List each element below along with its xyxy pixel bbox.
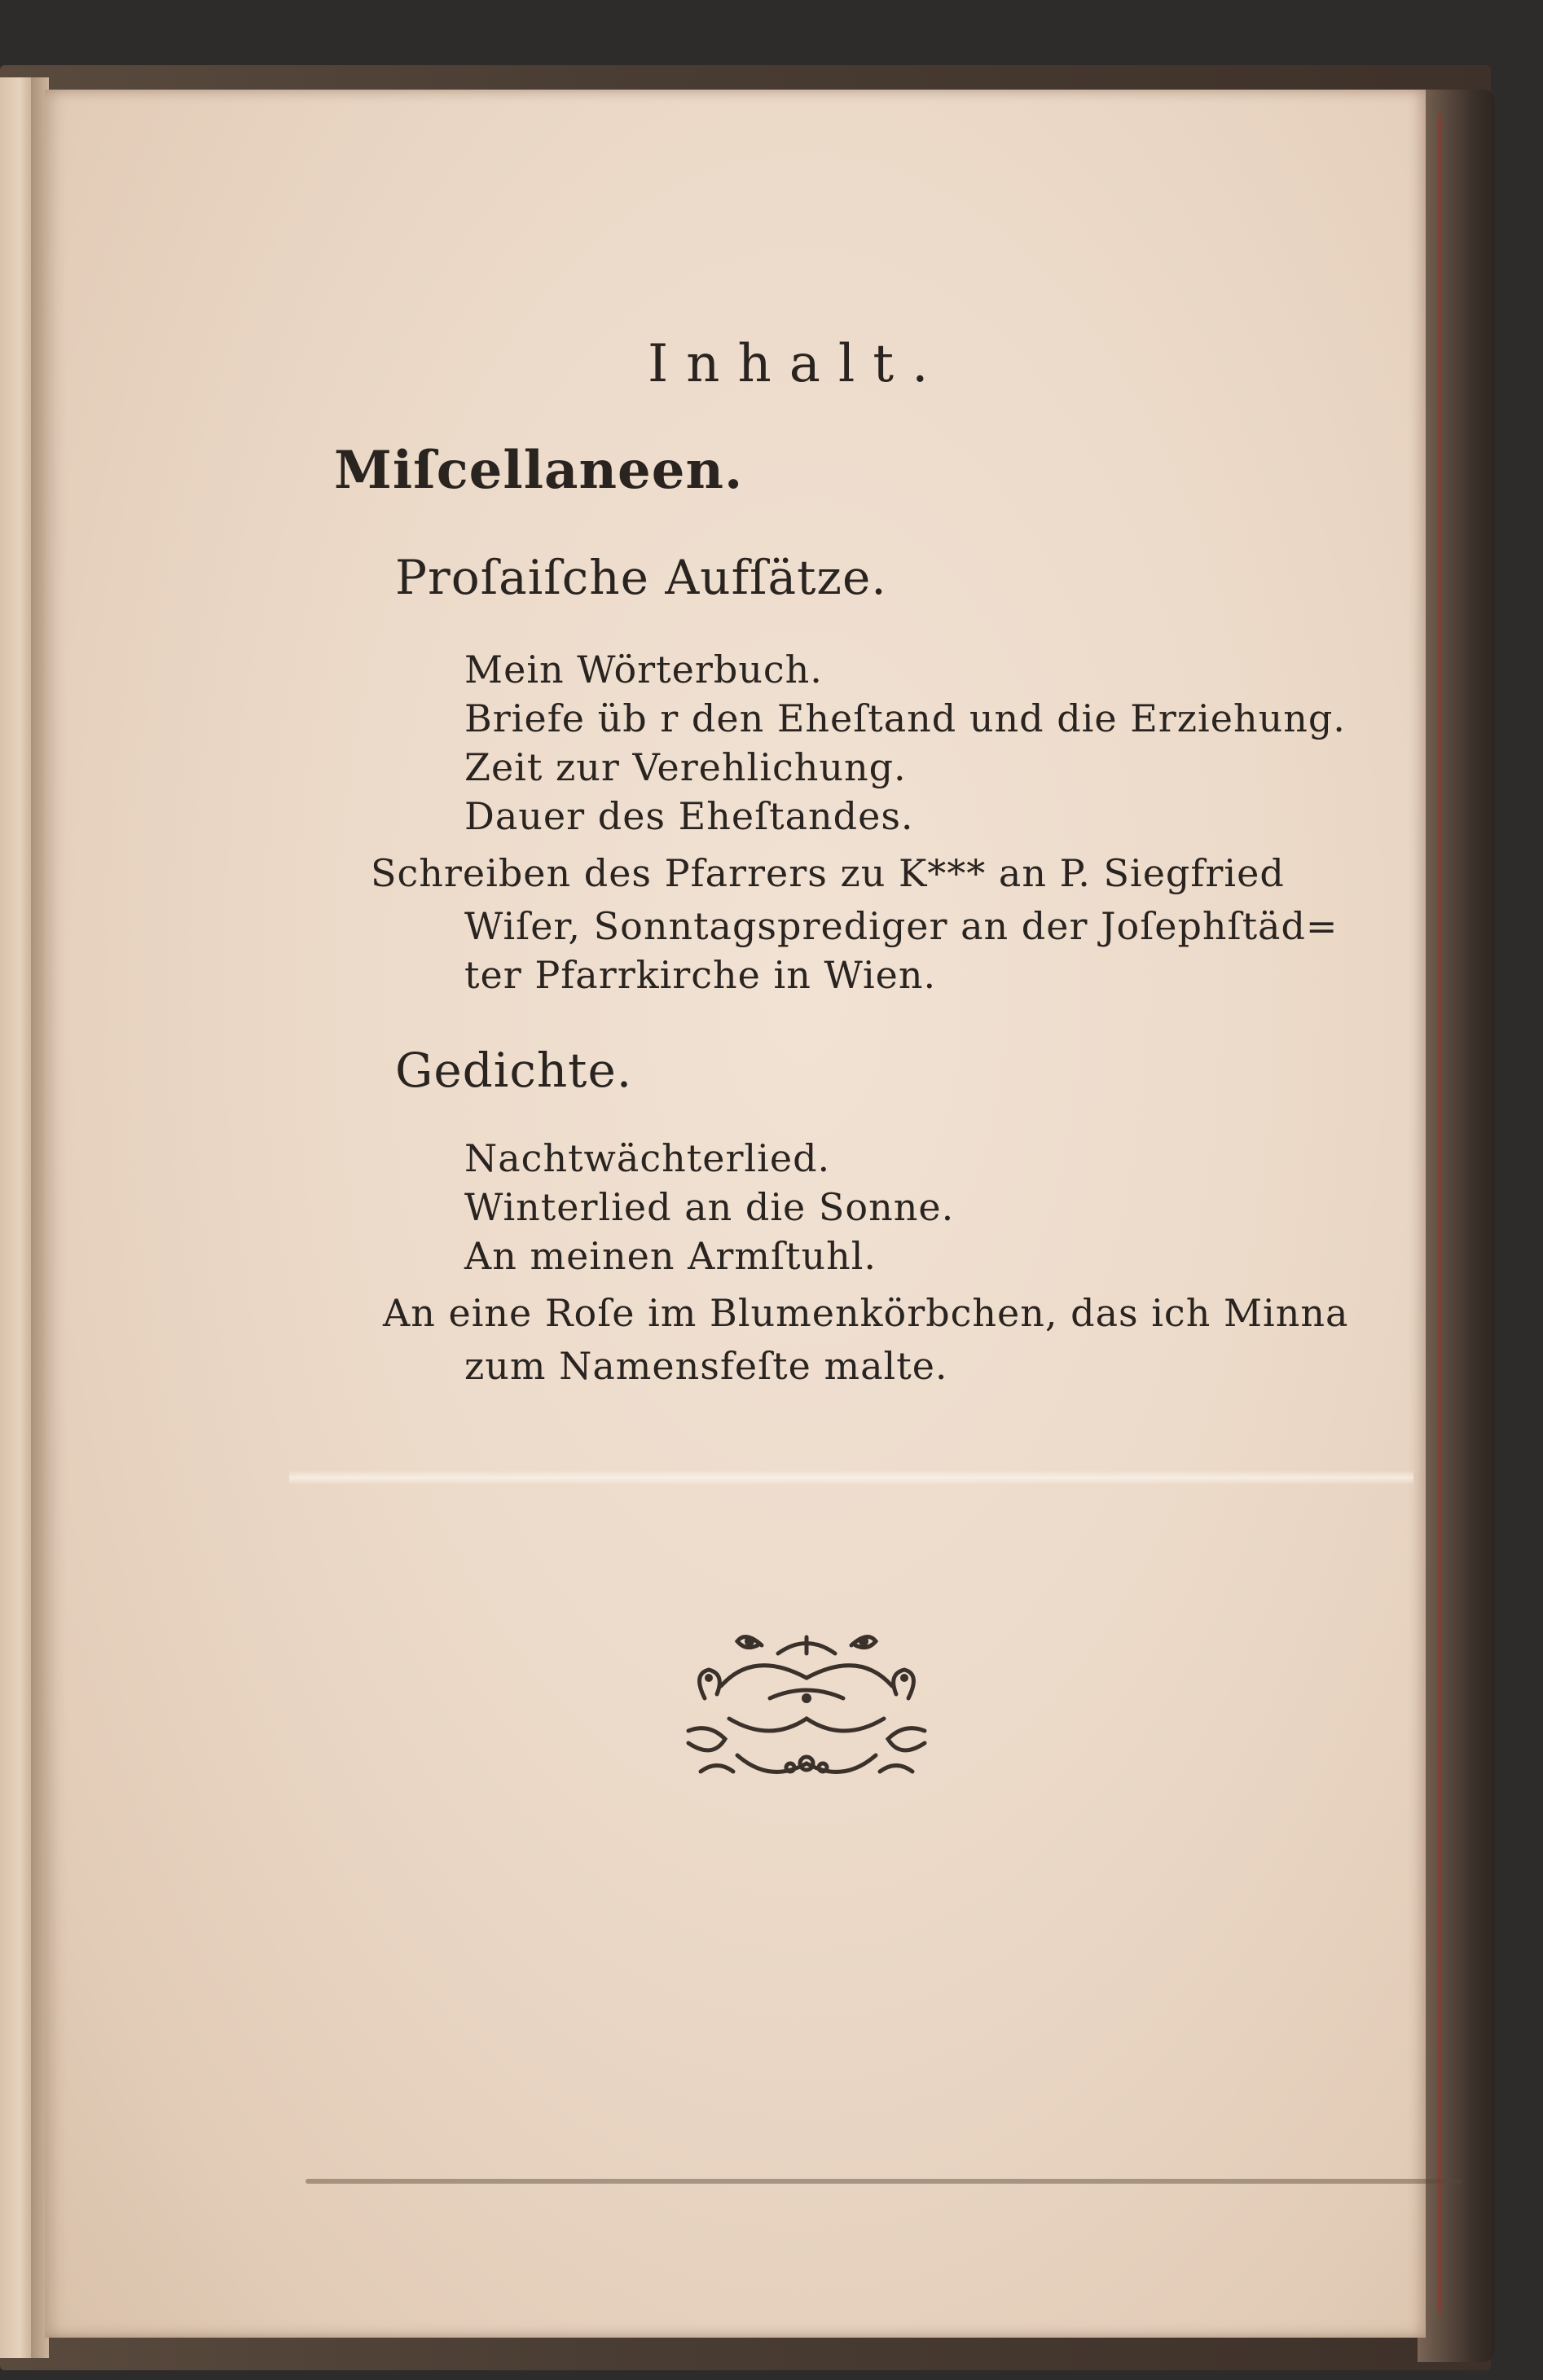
floral-ornament-icon: [672, 1621, 941, 1792]
prose-item: Zeit zur Verehlichung.: [464, 745, 907, 789]
poem-item: zum Namensfeſte malte.: [464, 1344, 948, 1388]
poem-item: An meinen Armſtuhl.: [464, 1234, 877, 1278]
left-page-edge: [0, 77, 33, 2358]
prose-item: Schreiben des Pfarrers zu K*** an P. Siegfried: [371, 851, 1285, 895]
page-title: Inhalt.: [648, 334, 947, 394]
section-heading: Miſcellaneen.: [334, 440, 744, 501]
cover-red-edge: [1438, 114, 1441, 2313]
poem-item: An eine Roſe im Blumenkörbchen, das ich Minna: [383, 1291, 1349, 1335]
page-fold-shadow: [306, 2179, 1462, 2184]
poem-item: Winterlied an die Sonne.: [464, 1185, 955, 1229]
poems-heading: Gedichte.: [395, 1043, 633, 1098]
cover-edge: [1418, 90, 1495, 2362]
prose-item: Dauer des Eheſtandes.: [464, 794, 914, 838]
paper-crease: [289, 1470, 1413, 1485]
contents-page: [45, 90, 1426, 2338]
prose-heading: Proſaiſche Aufſätze.: [395, 550, 887, 605]
poem-item: Nachtwächterlied.: [464, 1136, 831, 1180]
prose-item: Mein Wörterbuch.: [464, 648, 823, 692]
prose-item: Briefe üb r den Eheſtand und die Erziehung.: [464, 696, 1346, 740]
prose-item: ter Pfarrkirche in Wien.: [464, 953, 937, 997]
prose-item: Wiſer, Sonntagsprediger an der Joſephſtäd=: [464, 904, 1339, 948]
